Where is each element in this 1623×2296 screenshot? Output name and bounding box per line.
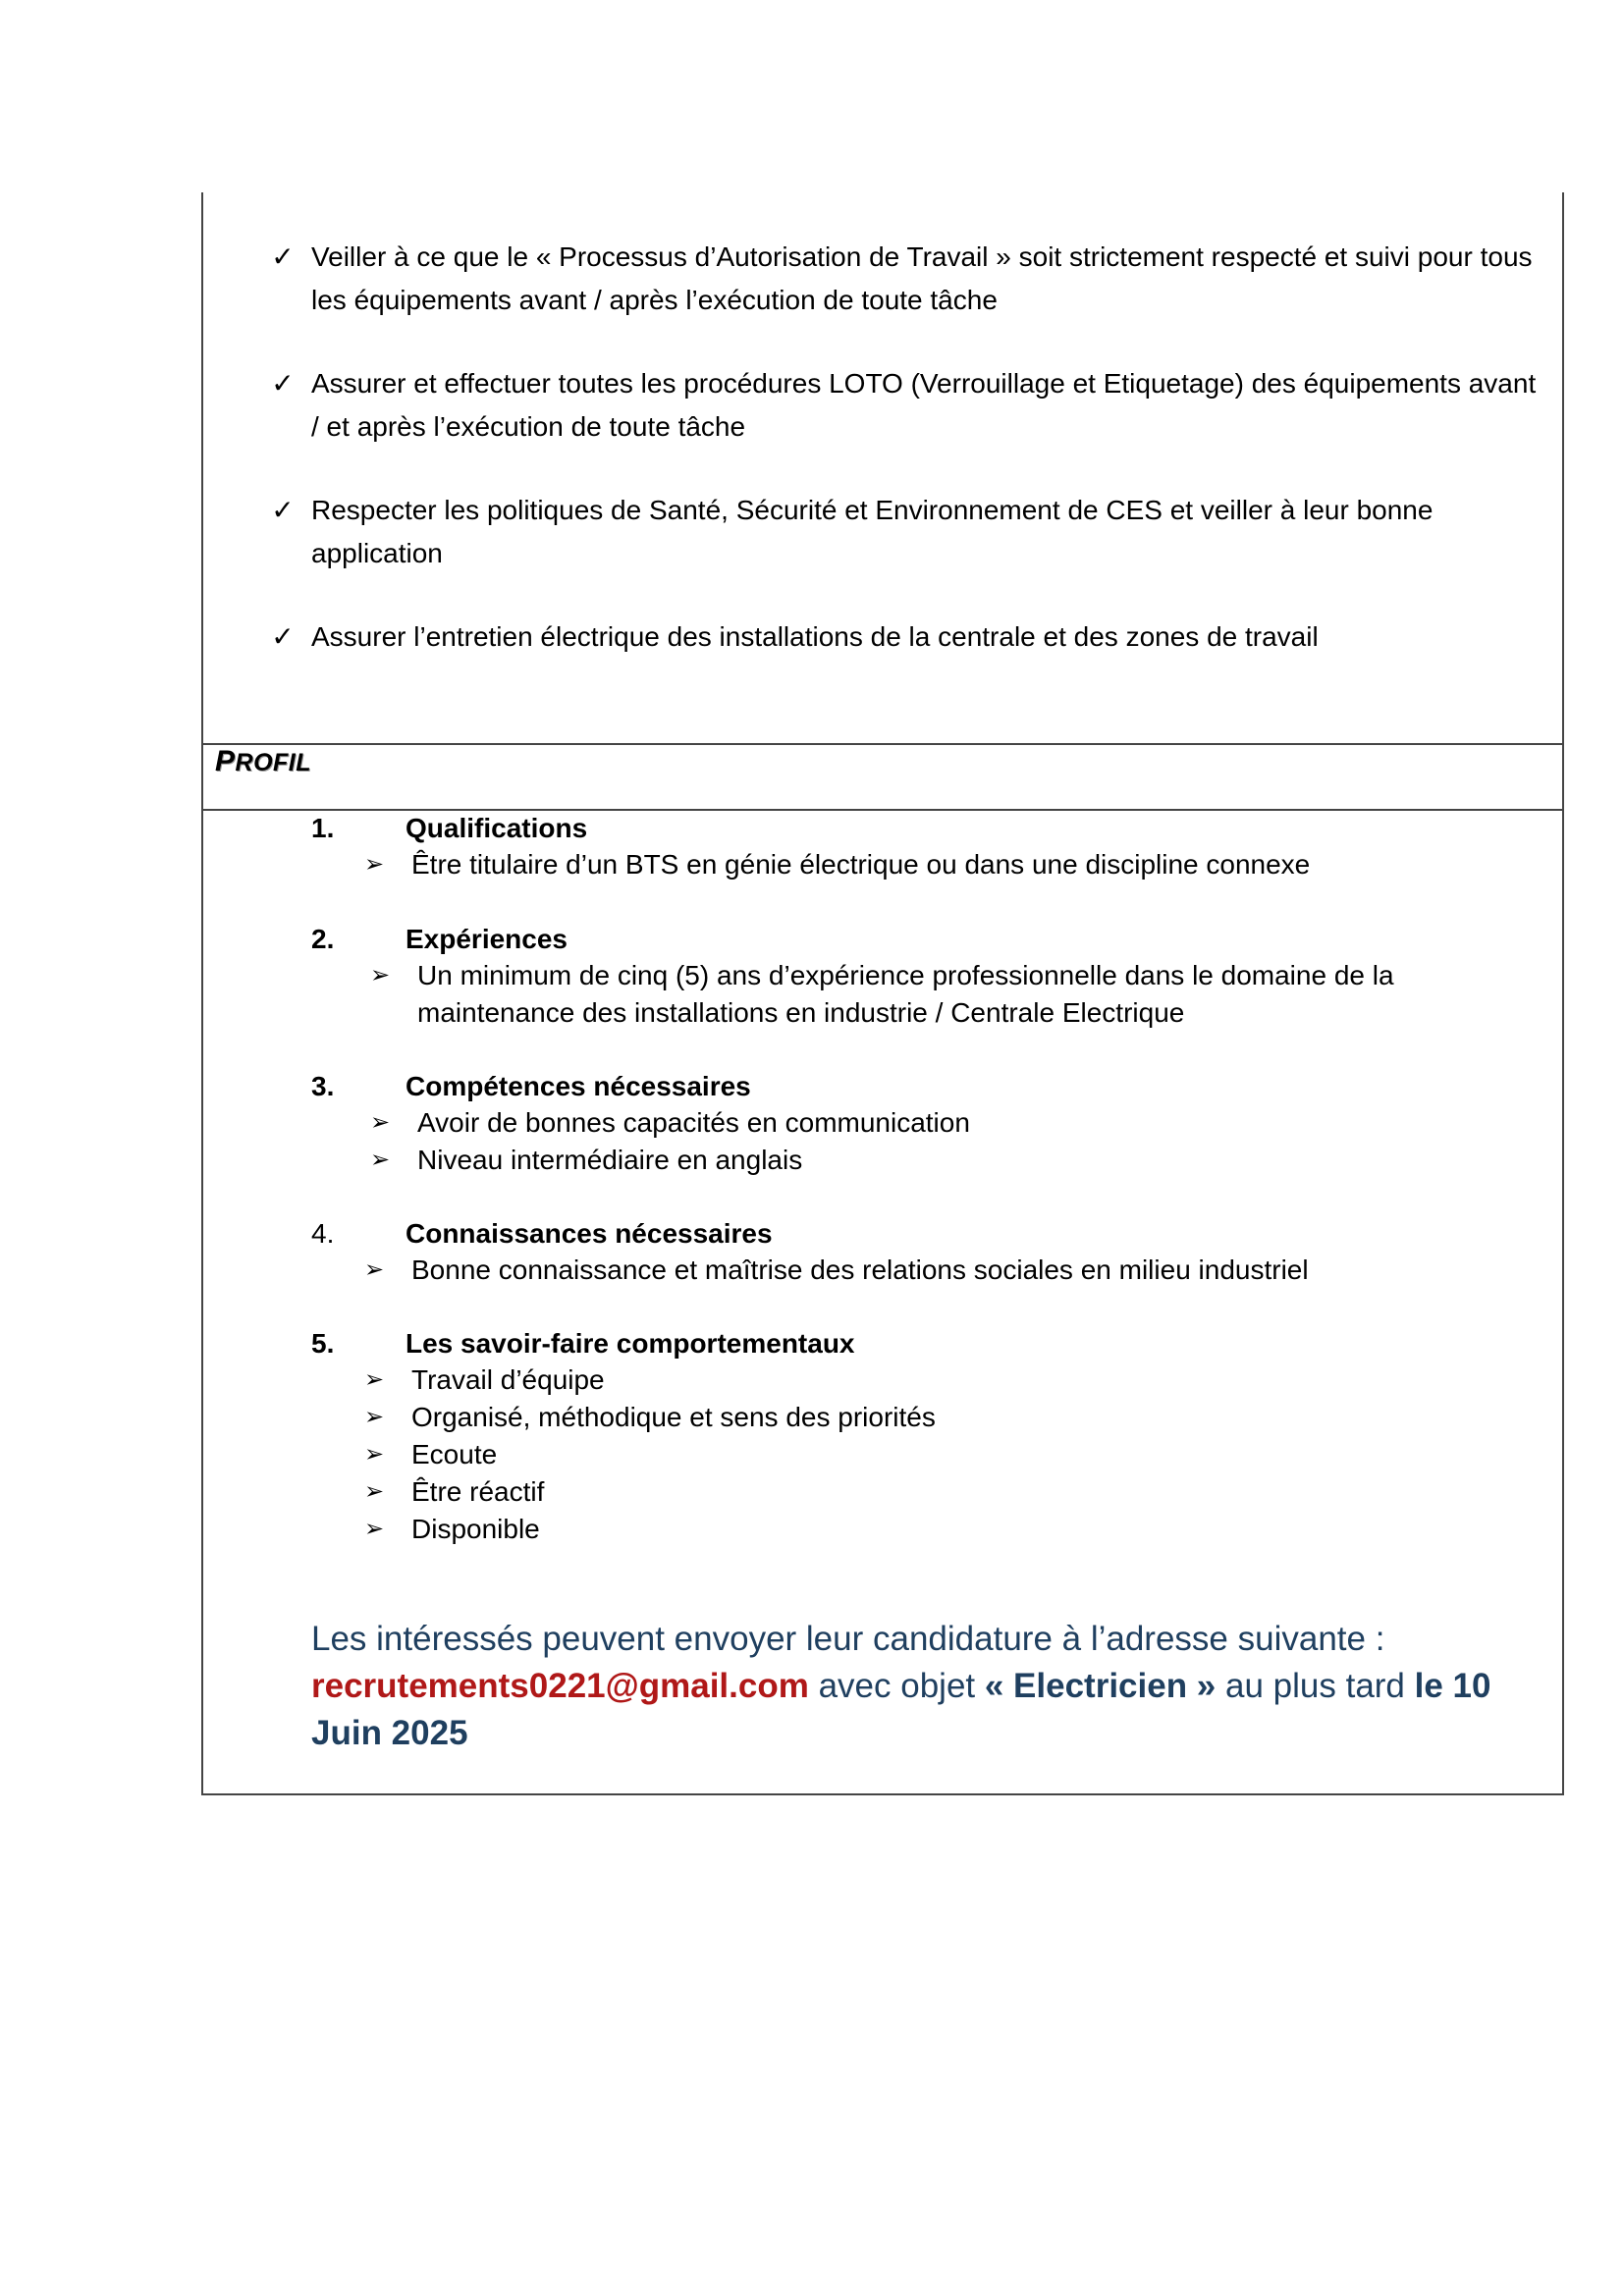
duty-text-line1: Veiller à ce que le « Processus d’Autorisation de Travail » soit strictement respecté et suivi pour tous (311, 241, 1533, 272)
contact-middle: avec objet (808, 1667, 985, 1705)
application-instructions (311, 1616, 1509, 1757)
check-mark-icon: ✓ (271, 241, 295, 272)
section-number: 4. (311, 1218, 335, 1249)
duty-text-line1: Assurer et effectuer toutes les procédures LOTO (Verrouillage et Etiquetage) des équipements avant (311, 368, 1537, 399)
list-item: ➢ Bonne connaissance et maîtrise des relations sociales en milieu industriel (411, 1252, 1309, 1289)
arrow-bullet-icon: ➢ (364, 1516, 385, 1542)
duty-text-line1: Respecter les politiques de Santé, Sécurité et Environnement de CES et veiller à leur bonne (311, 495, 1434, 525)
duty-item (271, 236, 1548, 322)
duty-text-line2: / et après l’exécution de toute tâche (311, 411, 746, 442)
contact-intro: Les intéressés peuvent envoyer leur candidature à l’adresse suivante : (311, 1620, 1385, 1658)
section-number: 1. (311, 813, 335, 843)
section-title: Connaissances nécessaires (406, 1218, 773, 1249)
list-item-continuation: maintenance des installations en industrie / Centrale Electrique (417, 997, 1185, 1028)
section-title: Compétences nécessaires (406, 1071, 751, 1101)
arrow-bullet-icon: ➢ (364, 1366, 385, 1393)
deadline-prefix: au plus tard (1216, 1667, 1415, 1705)
arrow-bullet-icon: ➢ (370, 1109, 391, 1136)
document-table (201, 192, 1564, 1795)
check-mark-icon: ✓ (271, 621, 295, 652)
duty-item (271, 362, 1548, 449)
check-mark-icon: ✓ (271, 368, 295, 399)
arrow-bullet-icon: ➢ (364, 851, 385, 878)
section-title: Les savoir-faire comportementaux (406, 1328, 855, 1359)
list-item: ➢ Un minimum de cinq (5) ans d’expérience professionnelle dans le domaine de la (417, 957, 1394, 994)
duty-item (271, 615, 1548, 659)
list-item: ➢ Organisé, méthodique et sens des priorités (411, 1399, 936, 1436)
section-number: 5. (311, 1328, 335, 1359)
list-item: ➢ Être titulaire d’un BTS en génie électrique ou dans une discipline connexe (411, 846, 1310, 883)
section-number: 3. (311, 1071, 335, 1101)
duty-text-line2: application (311, 538, 443, 568)
section-title: Qualifications (406, 813, 588, 843)
deadline-text: le 10 Juin 2025 (311, 1667, 1491, 1752)
list-item: ➢ Avoir de bonnes capacités en communication (417, 1104, 970, 1142)
section-heading-profil: PROFIL (215, 745, 312, 777)
duty-item (271, 489, 1548, 575)
email-link[interactable]: recrutements0221@gmail.com (311, 1667, 809, 1705)
check-mark-icon: ✓ (271, 495, 295, 525)
list-item: ➢ Niveau intermédiaire en anglais (417, 1142, 802, 1179)
section-title: Expériences (406, 924, 568, 954)
arrow-bullet-icon: ➢ (364, 1256, 385, 1283)
arrow-bullet-icon: ➢ (364, 1478, 385, 1505)
table-divider (203, 743, 1562, 745)
list-item: ➢ Disponible (411, 1511, 540, 1548)
list-item: ➢ Être réactif (411, 1473, 544, 1511)
section-number: 2. (311, 924, 335, 954)
duty-text-line1: Assurer l’entretien électrique des installations de la centrale et des zones de travail (311, 621, 1319, 652)
subject-text: « Electricien » (984, 1667, 1217, 1705)
list-item: ➢ Ecoute (411, 1436, 497, 1473)
list-item: ➢ Travail d’équipe (411, 1362, 605, 1399)
arrow-bullet-icon: ➢ (370, 962, 391, 988)
duty-text-line2: les équipements avant / après l’exécution de toute tâche (311, 285, 998, 315)
arrow-bullet-icon: ➢ (370, 1147, 391, 1173)
arrow-bullet-icon: ➢ (364, 1404, 385, 1430)
arrow-bullet-icon: ➢ (364, 1441, 385, 1468)
